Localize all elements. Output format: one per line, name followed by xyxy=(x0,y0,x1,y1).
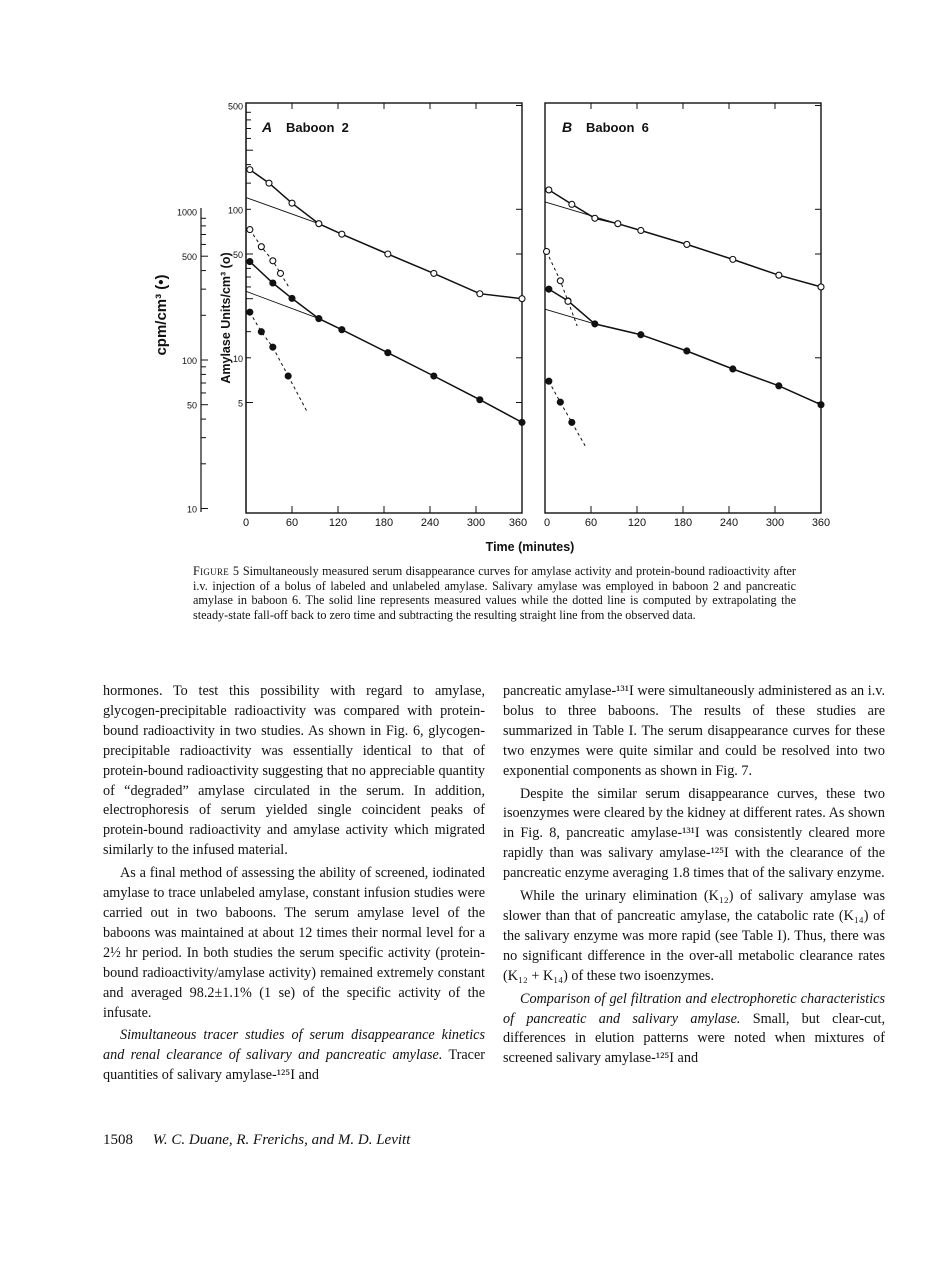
filled-circle-point xyxy=(270,280,276,286)
right-column xyxy=(503,682,885,1069)
x-tick-label: 120 xyxy=(627,517,647,529)
filled-circle-point xyxy=(316,316,322,322)
outer-tick-label: 100 xyxy=(181,356,197,366)
outer-tick-label: 500 xyxy=(181,252,197,263)
x-tick-label: 240 xyxy=(719,517,739,529)
filled-circle-point xyxy=(289,295,295,301)
filled-circle-point xyxy=(818,402,824,408)
filled-circle-point xyxy=(557,399,563,405)
left-paragraph-3 xyxy=(103,1026,485,1086)
open-circle-point xyxy=(730,256,736,262)
inner-tick-label: 10 xyxy=(232,353,243,364)
x-tick-label: 60 xyxy=(285,517,299,529)
x-axis-title: Time (minutes) xyxy=(485,540,575,554)
filled-circle-point xyxy=(638,332,644,338)
filled-circle-point xyxy=(519,419,525,425)
open-circle-point xyxy=(557,278,563,284)
open-circle-point xyxy=(247,167,253,173)
extrapolated-line xyxy=(545,202,618,224)
open-circle-point xyxy=(278,270,284,276)
plot-marks xyxy=(247,167,824,426)
filled-circle-point xyxy=(247,309,253,315)
right-paragraph-4 xyxy=(503,990,885,1070)
open-circle-point xyxy=(546,187,552,193)
inner-y-axis-label: Amylase Units/cm³ (o) xyxy=(219,252,233,384)
outer-tick-label: 10 xyxy=(186,504,197,515)
caption-text: Simultaneously measured serum disappearance curves for amylase activity and protein-bound radioactivity after i.v. injection of a bolus of labeled and unlabeled amylase. Salivary amylase was employed in baboon 2 and pancreatic amylase in baboon 6. The solid line represents measured values while the dotted line is computed by extrapolating the steady-state fall-off back to zero time and subtracting the resulting straight line from the observed data. xyxy=(193,564,796,622)
open-circle-point xyxy=(776,272,782,278)
plot-lines xyxy=(246,170,821,447)
outer-tick-label: 50 xyxy=(186,400,197,411)
x-tick-label: 180 xyxy=(673,517,693,529)
open-circle-point xyxy=(519,296,525,302)
page-number: 1508 xyxy=(103,1132,133,1148)
outer-y-axis xyxy=(177,208,208,515)
open-circle-point xyxy=(266,180,272,186)
extrapolated-line xyxy=(246,198,319,224)
x-tick-label: 180 xyxy=(374,517,394,529)
open-circle-point xyxy=(385,251,391,257)
section-heading-gel-filtration: Comparison of gel filtration and electrophoretic characteristics of pancreatic and salivary amylase. xyxy=(503,990,885,1027)
open-circle-point xyxy=(316,221,322,227)
x-tick-label: 60 xyxy=(584,517,598,529)
open-circle-point xyxy=(477,291,483,297)
open-circle-point xyxy=(544,248,550,254)
solid-curve xyxy=(250,170,522,299)
x-tick-label: 0 xyxy=(242,517,250,529)
x-tick-label: 240 xyxy=(420,517,440,529)
page-footer xyxy=(103,1132,410,1149)
extrapolated-line xyxy=(246,291,319,318)
open-circle-point xyxy=(569,201,575,207)
x-tick-label: 360 xyxy=(811,517,831,529)
left-paragraph-2: As a final method of assessing the ability of screened, iodinated amylase to trace unlabeled amylase, constant infusion studies were carried out in two baboons. The serum amylase level of the baboons was maintained at about 12 times their normal level for a 2½ hr period. In both studies the serum specific activity (protein-bound radioactivity/amylase activity) remained extremely constant and averaged 98.2±1.1% (1 se) of the specific activity of the infusate. xyxy=(103,865,485,1021)
footer-authors: W. C. Duane, R. Frerichs, and M. D. Levitt xyxy=(152,1132,411,1148)
filled-circle-point xyxy=(776,383,782,389)
filled-circle-point xyxy=(569,419,575,425)
panel-a-letter: A xyxy=(262,119,273,135)
x-tick-labels-b xyxy=(544,517,830,529)
inner-tick-label: 500 xyxy=(227,101,243,112)
open-circle-point xyxy=(592,215,598,221)
outer-tick-label: 1000 xyxy=(176,207,197,218)
open-circle-point xyxy=(258,244,264,250)
panel-a-frame xyxy=(246,103,522,513)
open-circle-point xyxy=(339,231,345,237)
filled-circle-point xyxy=(546,286,552,292)
right-paragraph-2: Despite the similar serum disappearance curves, these two isoenzymes were cleared by the kidney at different rates. As shown in Fig. 8, pancreatic amylase-¹³¹I was consistently cleared more rapidly than was salivary amylase-¹²⁵I with the clearance of the pancreatic enzyme averaging 1.8 times that of the salivary enzyme. xyxy=(503,785,885,882)
filled-circle-point xyxy=(270,344,276,350)
panel-ticks xyxy=(246,103,821,513)
open-circle-point xyxy=(565,298,571,304)
x-tick-labels-a xyxy=(243,517,527,529)
filled-circle-point xyxy=(546,378,552,384)
figure-caption xyxy=(193,564,796,622)
filled-circle-point xyxy=(285,373,291,379)
left-paragraph-1: hormones. To test this possibility with regard to amylase, glycogen-precipitable radioactivity was compared with protein-bound radioactivity in two studies. As shown in Fig. 6, glycogen-precipitable radioactivity was essentially identical to that of protein-bound radioactivity suggesting that no appreciable quantity of “degraded” amylase circulated in the serum. In addition, electrophoresis of serum yielded single coincident peaks of protein-bound radioactivity and amylase activity which migrated similarly to the infused material. xyxy=(103,683,485,859)
x-tick-label: 300 xyxy=(466,517,486,529)
open-circle-point xyxy=(270,258,276,264)
filled-circle-point xyxy=(385,350,391,356)
filled-circle-point xyxy=(431,373,437,379)
open-circle-point xyxy=(818,284,824,290)
x-tick-label: 300 xyxy=(765,517,785,529)
open-circle-point xyxy=(638,227,644,233)
open-circle-point xyxy=(247,227,253,233)
right-paragraph-3: While the urinary elimination (K₁₂) of salivary amylase was slower than that of pancreatic amylase, the catabolic rate (K₁₄) of the salivary enzyme was more rapid (see Table I). Thus, there was no significant difference in the over-all metabolic clearance rates (K₁₂ + K₁₄) of these two isoenzymes. xyxy=(503,888,885,984)
filled-circle-point xyxy=(477,397,483,403)
filled-circle-point xyxy=(592,321,598,327)
left-column xyxy=(103,682,485,1086)
x-tick-label: 120 xyxy=(328,517,348,529)
filled-circle-point xyxy=(730,366,736,372)
section-heading-tracer-studies: Simultaneous tracer studies of serum disappearance kinetics and renal clearance of salivary and pancreatic amylase. xyxy=(103,1027,485,1064)
dotted-curve xyxy=(250,312,288,376)
outer-y-axis-label: cpm/cm³ (•) xyxy=(153,274,170,356)
filled-circle-point xyxy=(339,327,345,333)
panel-b-title: Baboon 6 xyxy=(586,120,649,135)
dotted-extension xyxy=(288,376,306,411)
filled-circle-point xyxy=(258,329,264,335)
filled-circle-point xyxy=(684,348,690,354)
left-paragraph-3-text: Tracer quantities of salivary amylase-¹²⁵I and xyxy=(103,1047,485,1084)
x-tick-label: 0 xyxy=(543,517,551,529)
inner-tick-label: 100 xyxy=(227,205,243,216)
open-circle-point xyxy=(289,200,295,206)
open-circle-point xyxy=(684,241,690,247)
right-paragraph-1: pancreatic amylase-¹³¹I were simultaneously administered as an i.v. bolus to three baboons. The results of these studies are summarized in Table I. The serum disappearance curves for these two enzymes were quite similar and could be resolved into two exponential components as shown in Fig. 7. xyxy=(503,683,885,779)
dotted-extension xyxy=(572,422,586,446)
open-circle-point xyxy=(615,221,621,227)
filled-circle-point xyxy=(247,259,253,265)
open-circle-point xyxy=(431,270,437,276)
caption-label: Figure 5 xyxy=(193,564,240,578)
right-paragraph-4-text: Small, but clear-cut, differences in elution patterns were noted when mixtures of screened salivary amylase-¹²⁵I and xyxy=(503,1010,885,1067)
panel-b-letter: B xyxy=(562,119,573,135)
x-tick-label: 360 xyxy=(508,517,528,529)
inner-tick-label: 50 xyxy=(232,250,243,260)
figure-5 xyxy=(0,0,936,560)
panel-a-title: Baboon 2 xyxy=(286,120,349,135)
inner-tick-label: 5 xyxy=(237,398,243,409)
panel-b-frame xyxy=(545,103,821,513)
